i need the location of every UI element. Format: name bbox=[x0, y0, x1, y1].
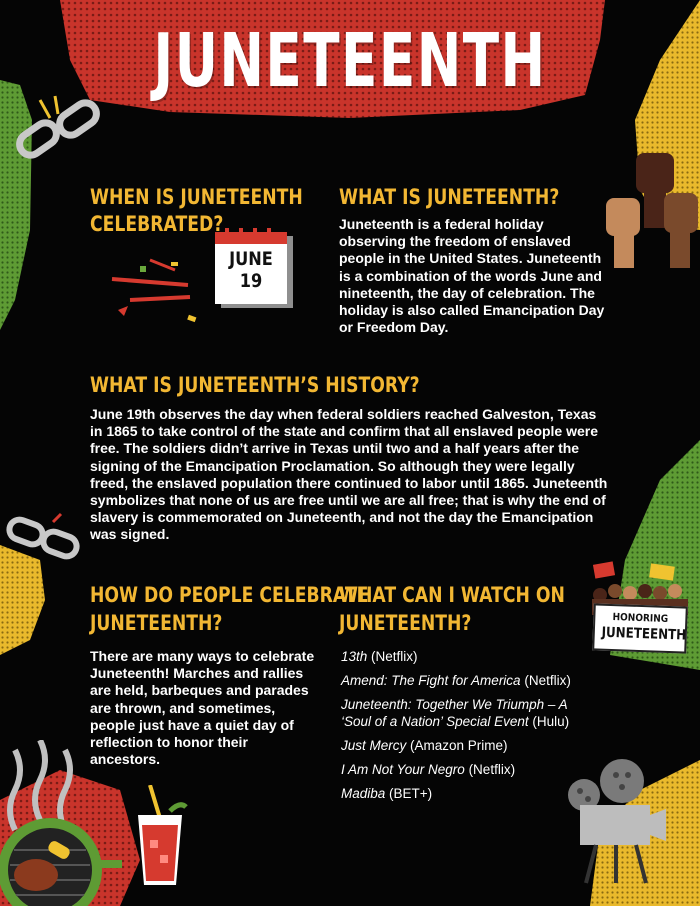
watch-heading-line-1: WHAT CAN I WATCH ON bbox=[339, 583, 565, 607]
page-title: JUNETEENTH bbox=[153, 18, 547, 104]
watch-item-source: (Amazon Prime) bbox=[406, 738, 508, 753]
watch-item-title: 13th bbox=[341, 649, 368, 664]
celebrate-body: There are many ways to celebrate Juneteenth! Marches and rallies are held, barbeques and parades are thrown, and sometimes, people just have a quiet day of reflection to honor their ancestors. bbox=[90, 648, 315, 768]
broken-chain-icon bbox=[10, 98, 105, 178]
when-heading-line-2: CELEBRATED? bbox=[90, 212, 224, 236]
what-heading: WHAT IS JUNETEENTH? bbox=[339, 185, 560, 209]
what-body: Juneteenth is a federal holiday observing the freedom of enslaved people in the United States. Juneteenth is a combination of the words June and nineteenth, the day of celebration. The holiday is also called Emancipation Day or Freedom Day. bbox=[339, 216, 605, 336]
watch-item-source: (Hulu) bbox=[528, 714, 570, 729]
watch-list bbox=[341, 648, 591, 809]
watch-item-title: Juneteenth: Together We Triumph – A ‘Soul of a Nation’ Special Event bbox=[341, 697, 568, 729]
sign-line-1: HONORING bbox=[612, 612, 669, 625]
watch-item-source: (Netflix) bbox=[367, 649, 418, 664]
drink-icon bbox=[130, 785, 190, 895]
watch-item-title: Madiba bbox=[341, 786, 386, 801]
watch-item bbox=[341, 672, 591, 689]
when-heading-line-1: WHEN IS JUNETEENTH bbox=[90, 185, 303, 209]
celebrate-heading-line-2: JUNETEENTH? bbox=[90, 611, 223, 635]
watch-item-title: Just Mercy bbox=[341, 738, 407, 753]
celebrate-heading-line-1: HOW DO PEOPLE CELEBRATE bbox=[90, 583, 369, 607]
watch-item bbox=[341, 648, 591, 665]
history-heading: WHAT IS JUNETEENTH’S HISTORY? bbox=[90, 373, 420, 397]
watch-heading-line-2: JUNETEENTH? bbox=[339, 611, 472, 635]
watch-item bbox=[341, 737, 591, 754]
watch-item-title: Amend: The Fight for America bbox=[341, 673, 521, 688]
calendar-month: JUNE bbox=[229, 248, 273, 270]
sign-line-2: JUNETEENTH bbox=[601, 624, 687, 644]
history-body: June 19th observes the day when federal soldiers reached Galveston, Texas in 1865 to take control of the state and confirm that all enslaved people were free. The soldiers didn’t arrive in Texas until two and a half years after the signing of the Emancipation Proclamation. So although they were legally freed, the enslaved population there continued to labor until 1865. Juneteenth symbolizes that none of us are free until we are all free; that is why the end of slavery is commemorated on Juneteenth, and not the day the Emancipation was signed. bbox=[90, 406, 608, 543]
watch-item-title: I Am Not Your Negro bbox=[341, 762, 465, 777]
calendar-day: 19 bbox=[239, 270, 263, 292]
watch-item-source: (Netflix) bbox=[520, 673, 571, 688]
honoring-juneteenth-sign bbox=[592, 603, 688, 653]
watch-item-source: (BET+) bbox=[385, 786, 433, 801]
watch-item-source: (Netflix) bbox=[464, 762, 516, 777]
broken-chain-icon bbox=[5, 510, 85, 570]
watch-item bbox=[341, 696, 591, 730]
raised-fists-icon bbox=[604, 148, 700, 268]
watch-item bbox=[341, 785, 591, 802]
burst-lines bbox=[112, 260, 196, 322]
calendar-icon bbox=[215, 228, 295, 308]
watch-item bbox=[341, 761, 591, 778]
